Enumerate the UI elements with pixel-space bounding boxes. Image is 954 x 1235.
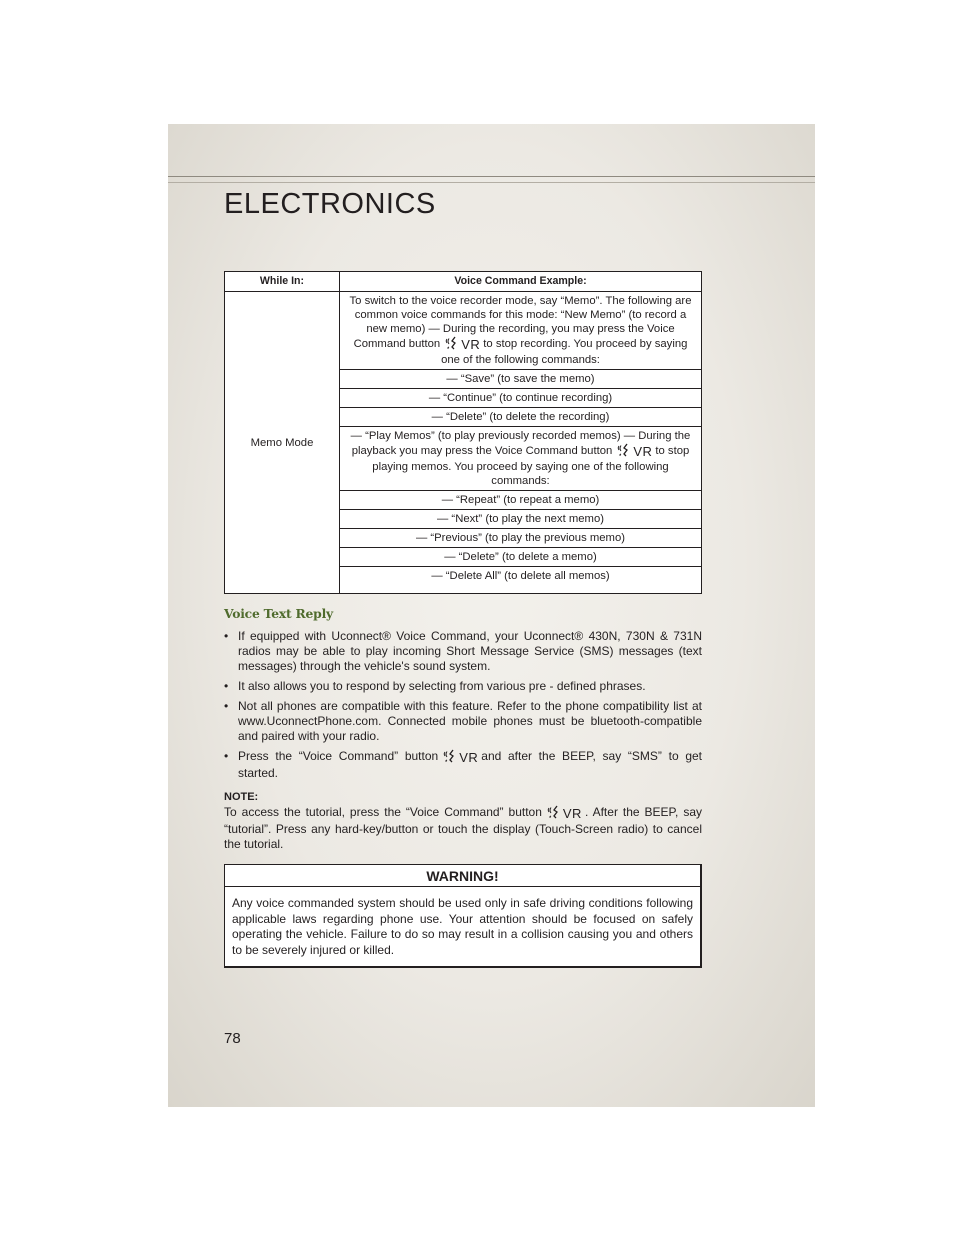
list-item: [224, 749, 702, 781]
note-text-start: To access the tutorial, press the “Voice Command” button: [224, 805, 542, 819]
page-number: 78: [224, 1030, 241, 1047]
voice-command-table: [224, 271, 702, 594]
bullet-button-text: Press the “Voice Command” button: [238, 749, 439, 763]
header-rule-top: [168, 176, 815, 177]
command-previous: — “Previous” (to play the previous memo): [340, 529, 702, 548]
table-header-row: [225, 272, 702, 292]
vr-icon-label: VR: [633, 444, 653, 459]
memo-intro-text: To switch to the voice recorder mode, say “Memo”. The following are common voice commands for this mode: “New Memo” (to record a new memo) — During the recording, you may press the Voice Command button: [349, 295, 692, 350]
note-text: [224, 805, 702, 852]
command-next: — “Next” (to play the next memo): [340, 510, 702, 529]
voice-command-icon: [617, 443, 652, 460]
memo-intro-cell: [340, 292, 702, 370]
page-content: [224, 271, 702, 968]
table-row: [225, 292, 702, 370]
command-save: — “Save” (to save the memo): [340, 370, 702, 389]
memo-mode-cell: Memo Mode: [225, 292, 340, 594]
warning-text: Any voice commanded system should be used only in safe driving conditions following applicable laws regarding phone use. Your attention should be focused on safely operating the vehicle. Failure to do so may result in a collision causing you and others to be severely injured or killed.: [232, 896, 693, 957]
voice-command-icon: [445, 336, 480, 353]
vr-icon-label: VR: [562, 806, 582, 821]
play-memos-text-end: to stop playing memos. You proceed by saying one of the following commands:: [372, 445, 690, 487]
warning-box: [224, 864, 702, 968]
play-memos-cell: [340, 427, 702, 491]
section-title: ELECTRONICS: [224, 188, 436, 220]
command-delete-recording: — “Delete” (to delete the recording): [340, 408, 702, 427]
vr-icon-label: VR: [459, 750, 479, 765]
voice-command-icon: [443, 749, 478, 766]
bullet-button-text-end: and after the BEEP, say “SMS” to get started.: [238, 749, 702, 780]
bullet-list: [224, 629, 702, 781]
command-delete-memo: — “Delete” (to delete a memo): [340, 548, 702, 567]
command-repeat: — “Repeat” (to repeat a memo): [340, 491, 702, 510]
command-delete-all: — “Delete All” (to delete all memos): [340, 567, 702, 594]
list-item: • It also allows you to respond by selecting from various pre - defined phrases.: [224, 679, 702, 694]
vr-icon-label: VR: [461, 337, 481, 352]
voice-command-icon: [547, 805, 582, 822]
subheading: Voice Text Reply: [224, 606, 333, 621]
header-rule-bottom: [168, 182, 815, 183]
play-memos-text: — “Play Memos” (to play previously recorded memos) — During the playback you may press the Voice Command button: [350, 430, 691, 457]
note-label: NOTE:: [224, 791, 259, 803]
command-continue: — “Continue” (to continue recording): [340, 389, 702, 408]
table-header-voice-command: Voice Command Example:: [340, 272, 702, 292]
note-text-end: . After the BEEP, say “tutorial”. Press any hard-key/button or touch the display (Touch-Screen radio) to cancel the tutorial.: [224, 805, 702, 851]
memo-intro-text-end: to stop recording. You proceed by saying one of the following commands:: [441, 338, 688, 366]
warning-title: WARNING!: [225, 865, 700, 887]
manual-page: [168, 124, 815, 1107]
table-header-while-in: While In:: [225, 272, 340, 292]
list-item: • Not all phones are compatible with this feature. Refer to the phone compatibility list at www.UconnectPhone.com. Connected mobile phones must be bluetooth-compatible and paired with your radio.: [224, 699, 702, 744]
list-item: • If equipped with Uconnect® Voice Command, your Uconnect® 430N, 730N & 731N radios may be able to play incoming Short Message Service (SMS) messages (text messages) through the vehicle's sound system.: [224, 629, 702, 674]
